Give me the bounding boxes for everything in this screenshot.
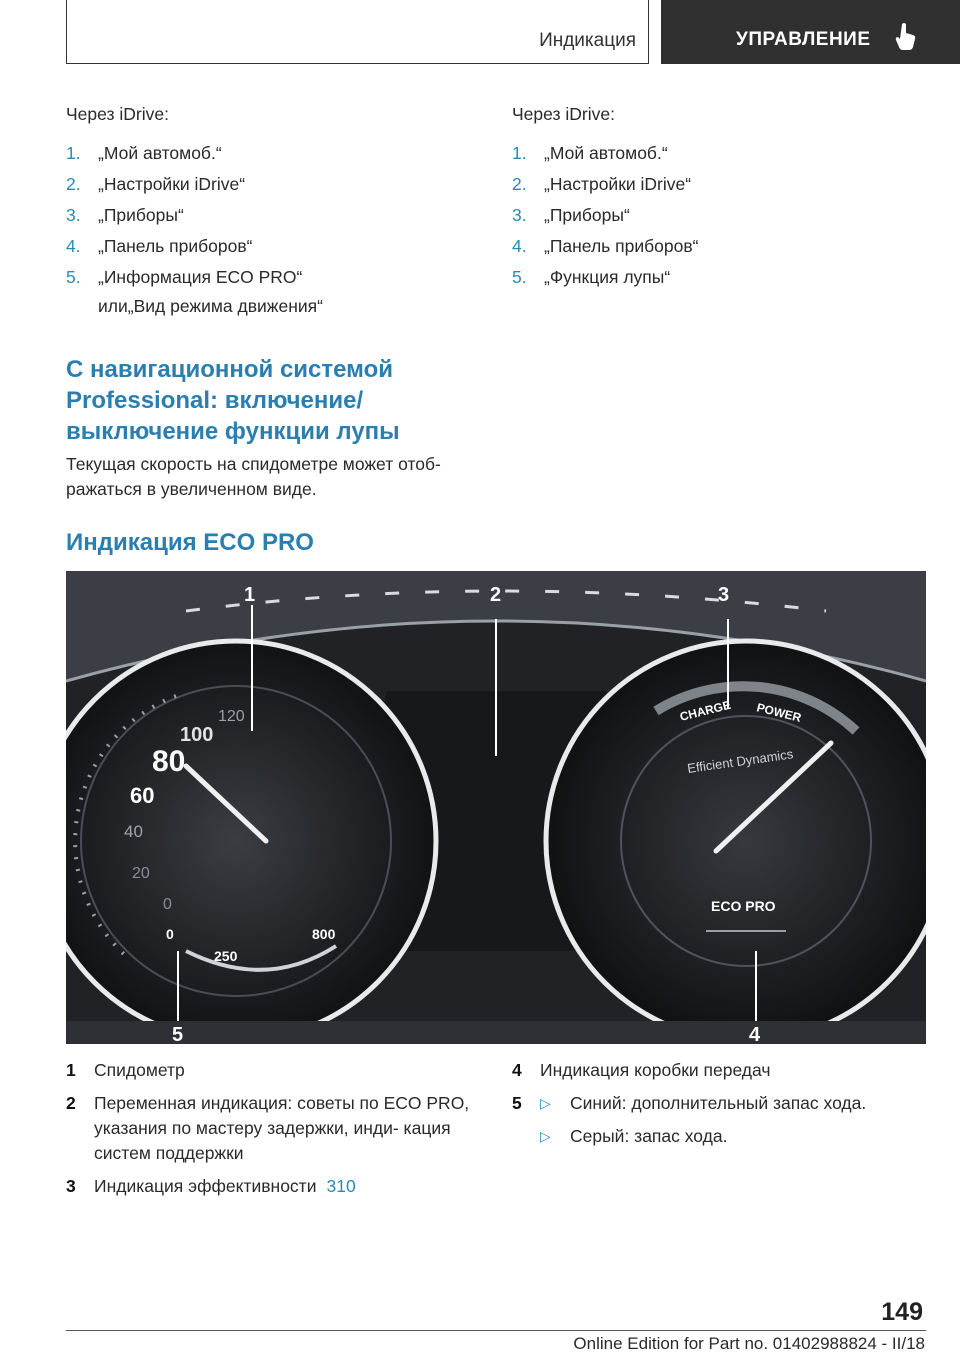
left-intro: Через iDrive:: [66, 104, 169, 124]
legend-number: 1: [66, 1060, 76, 1080]
rpm-label-250: 250: [214, 948, 238, 964]
legend-right: [512, 1058, 932, 1149]
legend-item: [66, 1058, 486, 1083]
header-chapter-label: УПРАВЛЕНИЕ: [736, 29, 871, 50]
rpm-label-0: 0: [166, 926, 174, 942]
magnifier-body-text: Текущая скорость на спидометре может отоб- ражаться в увеличенном виде.: [66, 454, 441, 499]
section-heading-magnifier: С навигационной системой Professional: включение/ выключение функции лупы: [66, 356, 400, 445]
list-item: [66, 236, 476, 267]
legend-item: [66, 1091, 486, 1166]
list-item: [512, 267, 922, 298]
speed-label-0: 0: [163, 896, 172, 913]
list-number: 4.: [66, 236, 81, 256]
legend-text: Спидометр: [94, 1060, 185, 1080]
rpm-label-800: 800: [312, 926, 336, 942]
header-chapter-tab[interactable]: [661, 0, 960, 64]
list-number: 2.: [512, 174, 527, 194]
list-item: [66, 205, 476, 236]
page-number: 149: [881, 1298, 923, 1326]
list-item: [512, 174, 922, 205]
hand-pointer-icon: [895, 22, 917, 50]
list-text: „Настройки iDrive“: [98, 174, 246, 194]
legend-text: Индикация коробки передач: [540, 1060, 771, 1080]
legend-left: [66, 1058, 486, 1199]
legend-item: [512, 1091, 932, 1116]
right-intro: Через iDrive:: [512, 104, 615, 124]
list-text: „Информация ECO PRO“: [98, 267, 303, 287]
list-text: „Приборы“: [98, 205, 184, 225]
legend-text: Индикация эффективности: [94, 1176, 317, 1196]
list-text: „Мой автомоб.“: [98, 143, 222, 163]
footer-edition: Online Edition for Part no. 01402988824 - II/18: [573, 1334, 925, 1353]
legend-text: Переменная индикация: советы по ECO PRO, указания по мастеру задержки, инди- кация систем поддержки: [94, 1093, 470, 1163]
speed-label-120: 120: [218, 708, 245, 725]
list-text: „Функция лупы“: [544, 267, 671, 287]
legend-item: [512, 1124, 932, 1149]
left-column: [66, 104, 476, 317]
list-item: [66, 267, 476, 298]
list-number: 5.: [66, 267, 81, 287]
legend-bullet-text: Синий: дополнительный запас хода.: [570, 1093, 867, 1113]
callout-1: 1: [244, 584, 256, 606]
list-number: 3.: [66, 205, 81, 225]
legend-bullet-text: Серый: запас хода.: [570, 1126, 728, 1146]
speed-label-100: 100: [180, 724, 214, 746]
legend-number: 2: [66, 1093, 76, 1113]
right-column: [512, 104, 922, 298]
section-heading-eco-pro: Индикация ECO PRO: [66, 529, 314, 556]
legend-number: 3: [66, 1176, 76, 1196]
speed-label-60: 60: [130, 783, 155, 808]
figure-bottom-strip: [66, 1021, 926, 1044]
list-item: [66, 174, 476, 205]
legend-item: [512, 1058, 932, 1083]
bullet-triangle-icon: ▷: [540, 1128, 551, 1144]
list-item-continuation: или„Вид режима движения“: [98, 296, 323, 316]
callout-4: 4: [749, 1024, 761, 1044]
legend-number: 5: [512, 1093, 522, 1113]
footer-divider: [66, 1330, 926, 1331]
list-number: 5.: [512, 267, 527, 287]
list-number: 1.: [512, 143, 527, 163]
efficiency-dial: [546, 641, 926, 1041]
list-text: „Приборы“: [544, 205, 630, 225]
instrument-cluster-figure: [66, 571, 926, 1044]
page-reference-link[interactable]: 310: [326, 1176, 356, 1196]
instrument-cluster-illustration: [66, 571, 926, 1044]
speed-label-20: 20: [132, 865, 150, 882]
list-number: 1.: [66, 143, 81, 163]
legend-item: [66, 1174, 486, 1199]
callout-3: 3: [718, 584, 730, 606]
speed-label-40: 40: [124, 822, 143, 841]
power-label: POWER: [755, 700, 803, 725]
list-text: „Панель приборов“: [544, 236, 699, 256]
callout-5: 5: [172, 1024, 184, 1044]
callout-2: 2: [490, 584, 502, 606]
bullet-triangle-icon: ▷: [540, 1095, 551, 1111]
speed-label-80: 80: [152, 745, 186, 778]
list-number: 4.: [512, 236, 527, 256]
efficient-dynamics-label: Efficient Dynamics: [686, 746, 795, 776]
charge-label: CHARGE: [678, 697, 733, 724]
eco-pro-label: ECO PRO: [711, 898, 776, 914]
list-number: 2.: [66, 174, 81, 194]
list-text: „Настройки iDrive“: [544, 174, 692, 194]
list-item: [512, 205, 922, 236]
list-text: „Мой автомоб.“: [544, 143, 668, 163]
list-item: [512, 143, 922, 174]
list-item: [512, 236, 922, 267]
header-section-title: Индикация: [539, 30, 636, 51]
legend-number: 4: [512, 1060, 522, 1080]
list-item: [66, 143, 476, 174]
list-text: „Панель приборов“: [98, 236, 253, 256]
list-number: 3.: [512, 205, 527, 225]
